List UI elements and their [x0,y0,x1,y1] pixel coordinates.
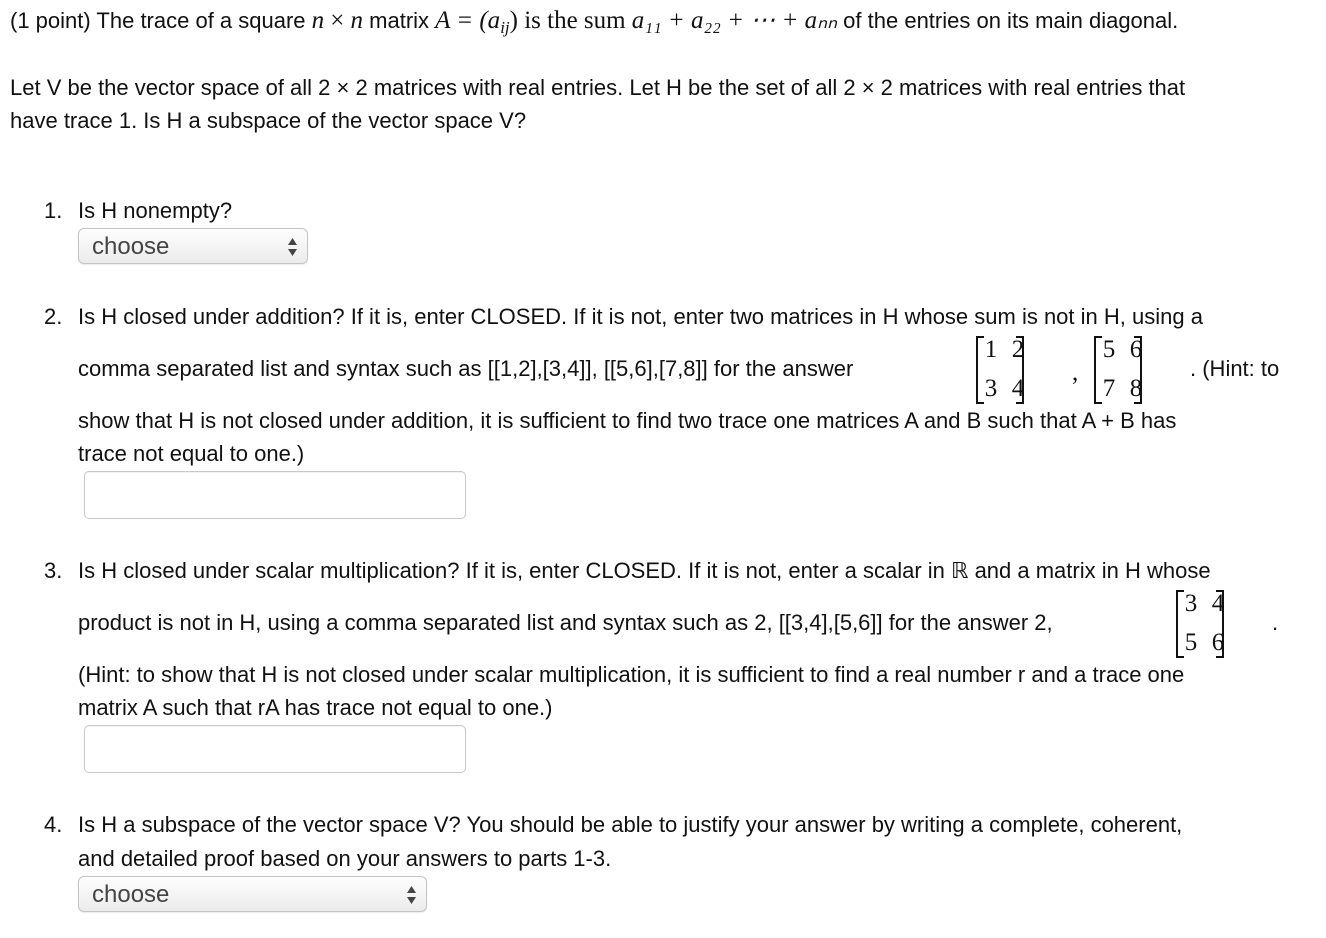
q3-line-1: Is H closed under scalar multiplication? If it is, enter CLOSED. If it is not, enter a scalar in ℝ and a matrix in H whose [78,558,1211,583]
q2-hint-start: . (Hint: to [1190,356,1280,381]
intro-line-3: have trace 1. Is H a subspace of the vector space V? [10,108,527,133]
q2-matrix-1 [976,336,1024,404]
matrix-cell: 2 [1011,336,1025,363]
q2-line-4: trace not equal to one.) [78,441,305,466]
updown-arrows-icon [288,238,297,256]
q2-line-2: comma separated list and syntax such as [[1,2],[3,4]], [[5,6],[7,8]] for the answer [78,356,854,381]
q4-line-2: and detailed proof based on your answers to parts 1-3. [78,846,612,871]
q4-select-value: choose [92,881,170,908]
matrix-cell: 6 [1129,336,1143,363]
q3-line-3: (Hint: to show that H is not closed under scalar multiplication, it is sufficient to find a real number r and a trace one [78,662,1185,687]
matrix-cell: 4 [1011,375,1025,402]
q4-line-1: Is H a subspace of the vector space V? You should be able to justify your answer by writing a complete, coherent, [78,812,1183,837]
q4-number: 4. [44,812,63,837]
intro-line-1: (1 point) The trace of a square n × n matrix $A = (a_{ij})$ is the sum a₁₁ + a₂₂ + ⋯ + aₙₙ of the entries on its main diagonal. [10,7,1179,37]
matrix-cell: 7 [1102,375,1116,402]
matrix-cell: 4 [1211,590,1225,617]
matrix-cell: 6 [1211,629,1225,656]
q3-matrix [1176,590,1224,658]
q4-select[interactable] [78,876,427,912]
matrix-cell: 1 [984,336,998,363]
q3-number: 3. [44,558,63,583]
q1-number: 1. [44,198,63,223]
q1-select[interactable] [78,228,308,264]
q2-number: 2. [44,304,63,329]
q3-answer-input[interactable] [84,725,466,773]
q3-line-4: matrix A such that rA has trace not equal to one.) [78,695,553,720]
q1-text: Is H nonempty? [78,198,233,223]
q2-answer-input[interactable] [84,471,466,519]
intro-line-2: Let V be the vector space of all 2 × 2 matrices with real entries. Let H be the set of all 2 × 2 matrices with real entries that [10,75,1186,100]
q2-line-1: Is H closed under addition? If it is, enter CLOSED. If it is not, enter two matrices in H whose sum is not in H, using a [78,304,1203,329]
q2-line-3: show that H is not closed under addition, it is sufficient to find two trace one matrices A and B such that A + B has [78,408,1177,433]
matrix-cell: 3 [1184,590,1198,617]
matrix-cell: 5 [1184,629,1198,656]
matrix-cell: 8 [1129,375,1143,402]
q2-matrix-2 [1094,336,1142,404]
matrix-separator: , [1072,359,1079,386]
matrix-cell: 5 [1102,336,1116,363]
q3-period: . [1272,610,1279,635]
matrix-cell: 3 [984,375,998,402]
q1-select-value: choose [92,233,170,260]
q3-line-2: product is not in H, using a comma separated list and syntax such as 2, [[3,4],[5,6]] for the answer 2, [78,610,1053,635]
updown-arrows-icon [407,886,416,904]
